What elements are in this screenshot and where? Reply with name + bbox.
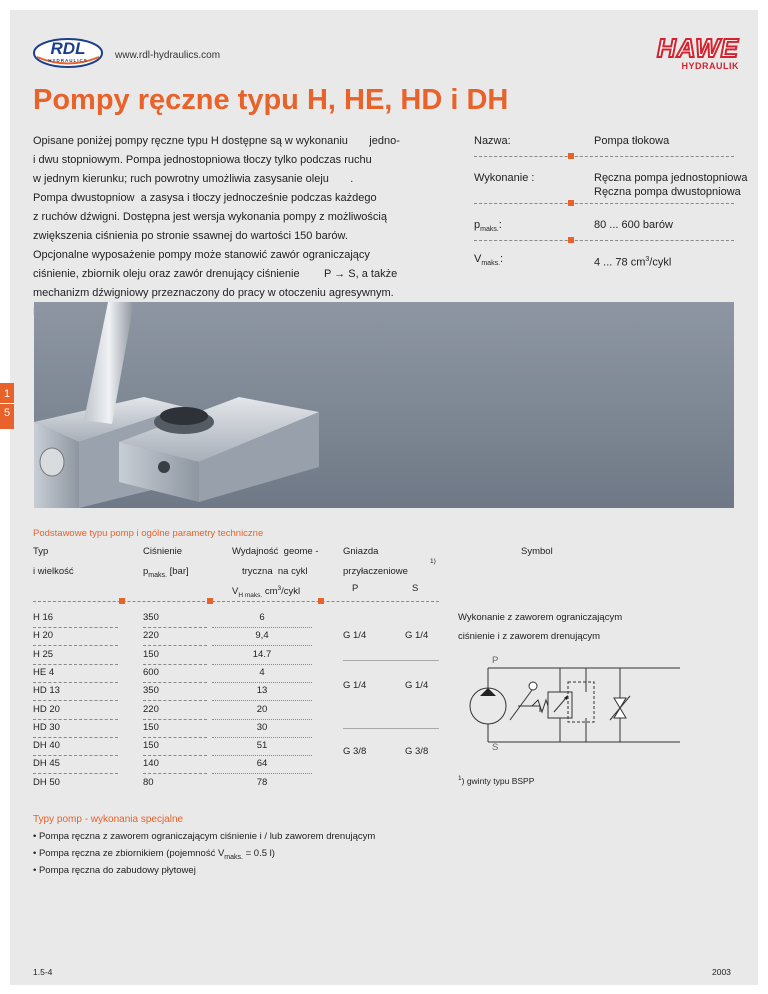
spec-divider [474,203,734,204]
cell-type: H 20 [33,630,54,641]
row-divider [33,773,118,774]
footer-page-number: 1.5-4 [33,967,53,977]
cell-type: HD 13 [33,685,60,696]
cell-pressure: 350 [143,612,159,623]
chapter-tab-bottom: 5 [3,407,11,419]
cell-type: DH 45 [33,758,60,769]
symbol-port-s-label: S [492,742,499,753]
table-row [0,758,340,774]
table-header-marker [207,598,213,604]
hawe-logo [627,35,739,73]
chapter-tab [0,383,14,429]
table-row [0,777,340,793]
row-divider [143,773,207,774]
cell-type: HD 30 [33,722,60,733]
cell-volume: 13 [256,685,268,696]
spec-divider-marker [568,237,574,243]
row-divider [212,755,312,756]
row-divider [143,719,207,720]
cell-pressure: 140 [143,758,159,769]
row-divider [143,682,207,683]
row-divider [33,700,118,701]
row-divider [212,682,312,683]
row-divider [212,627,312,628]
col-header-pressure-1: Ciśnienie [143,546,183,557]
col-header-symbol: Symbol [521,546,553,557]
table-row [0,740,340,756]
port-separator [343,660,439,661]
cell-volume: 20 [256,704,268,715]
port-group-s: G 3/8 [405,746,429,757]
product-photo [34,302,734,508]
spec-volume-label: $V_{maks.}$: [474,253,504,268]
col-header-port-p: P [352,583,359,594]
symbol-port-p-label: P [492,655,499,666]
cell-volume: 51 [256,740,268,751]
col-header-type-2: i wielkość [33,566,74,577]
chapter-tab-top: 1 [3,388,11,400]
cell-pressure: 150 [143,740,159,751]
row-divider [143,627,207,628]
row-divider [33,664,118,665]
cell-pressure: 80 [143,777,154,788]
port-separator [343,728,439,729]
special-item-2: • Pompa ręczna ze zbiornikiem (pojemność $V_{maks.} = 0.5$ l) [33,848,275,861]
row-divider [212,719,312,720]
special-item-1: • Pompa ręczna z zaworem ograniczającym ciśnienie i / lub zaworem drenującym [33,831,376,842]
rdl-logo-text: RDL [50,39,86,58]
intro-line: zwiększenia ciśnienia po stronie ssawnej do wartości 150 barów. [33,230,348,242]
cell-pressure: 150 [143,722,159,733]
port-group-s: G 1/4 [405,680,429,691]
spec-pressure-value: 80 ... 600 barów [594,219,673,231]
hawe-logo-text: HAWE [657,33,739,63]
symbol-caption-2: ciśnienie i z zaworem drenującym [458,631,601,642]
spec-name-label: Nazwa: [474,135,511,147]
row-divider [33,737,118,738]
intro-line: Opisane poniżej pompy ręczne typu H dostępne są w wykonaniu jedno- [33,135,400,147]
row-divider [212,737,312,738]
table-heading: Podstawowe typu pomp i ogólne parametry techniczne [33,528,264,539]
spec-volume-value: 4 ... 78 $cm^3$/cykl [594,256,672,269]
spec-version-label: Wykonanie : [474,172,535,184]
table-row [0,612,340,628]
spec-divider-marker [568,153,574,159]
spec-version-value-1: Ręczna pompa jednostopniowa [594,172,748,184]
table-row [0,722,340,738]
cell-type: H 16 [33,612,54,623]
cell-type: DH 50 [33,777,60,788]
cell-volume: 4 [259,667,265,678]
row-divider [212,773,312,774]
intro-paragraph [33,135,453,325]
row-divider [33,682,118,683]
spec-divider-marker [568,200,574,206]
website-url: www.rdl-hydraulics.com [115,50,221,61]
port-group-p: G 3/8 [343,746,367,757]
port-group-p: G 1/4 [343,630,367,641]
cell-pressure: 150 [143,649,159,660]
intro-line: ciśnienie, zbiornik oleju oraz zawór drenujący ciśnienie P → S, a także [33,268,398,280]
cell-type: DH 40 [33,740,60,751]
intro-line: i dwu stopniowym. Pompa jednostopniowa tłoczy tylko podczas ruchu [33,154,372,166]
cell-type: HE 4 [33,667,55,678]
cell-type: HD 20 [33,704,60,715]
row-divider [33,627,118,628]
row-divider [212,645,312,646]
spec-version-value-2: Ręczna pompa dwustopniowa [594,186,741,198]
col-header-type-1: Typ [33,546,49,557]
row-divider [33,645,118,646]
port-group-p: G 1/4 [343,680,367,691]
row-divider [143,700,207,701]
rdl-logo-sub: HYDRAULICS [48,58,88,63]
special-item-3: • Pompa ręczna do zabudowy płytowej [33,865,196,876]
hydraulic-symbol-diagram [460,662,700,752]
col-header-volume-1: Wydajność geome - [232,546,319,557]
col-header-ports-1: Gniazda [343,546,379,557]
port-group-s: G 1/4 [405,630,429,641]
row-divider [143,645,207,646]
col-header-pressure-2: $p_{maks.}$ [bar] [143,566,189,579]
special-heading: Typy pomp - wykonania specjalne [33,814,184,825]
table-header-divider [33,601,439,602]
row-divider [143,755,207,756]
col-header-volume-2: tryczna na cykl [242,566,308,577]
intro-line: Pompa dwustopniow a zasysa i tłoczy jednocześnie podczas każdego [33,192,377,204]
cell-volume: 30 [256,722,268,733]
intro-line: z ruchów dźwigni. Dostępna jest wersja wykonania pompy z możliwością [33,211,387,223]
rdl-logo [33,38,103,68]
col-header-port-s: S [412,583,419,594]
intro-line: mechanizm dźwigniowy przeznaczony do pracy w otoczeniu agresywnym. [33,287,394,299]
spec-pressure-label: $p_{maks.}$: [474,219,502,234]
spec-name-value: Pompa tłokowa [594,135,670,147]
cell-volume: 64 [256,758,268,769]
spec-divider [474,156,734,157]
page-title: Pompy ręczne typu H, HE, HD i DH [33,84,509,116]
spec-divider [474,240,734,241]
table-header-marker [318,598,324,604]
cell-pressure: 220 [143,704,159,715]
row-divider [212,700,312,701]
cell-volume: 6 [259,612,265,623]
hawe-logo-sub: HYDRAULIK [681,61,739,71]
table-row [0,667,340,683]
row-divider [33,755,118,756]
cell-volume: 14.7 [252,649,272,660]
col-header-ports-note: 1) [430,558,436,565]
cell-pressure: 600 [143,667,159,678]
cell-volume: 9,4 [255,630,269,641]
row-divider [143,737,207,738]
table-row [0,630,340,646]
table-row [0,649,340,665]
table-row [0,704,340,720]
cell-pressure: 220 [143,630,159,641]
row-divider [143,664,207,665]
intro-line: Opcjonalne wyposażenie pompy może stanowić zawór ograniczający [33,249,370,261]
row-divider [212,664,312,665]
symbol-caption-1: Wykonanie z zaworem ograniczającym [458,612,623,623]
intro-line: w jednym kierunku; ruch powrotny umożliwia zasysanie oleju . [33,173,354,185]
cell-volume: 78 [256,777,268,788]
cell-pressure: 350 [143,685,159,696]
footer-year: 2003 [712,967,731,977]
footnote: $^1$) gwinty typu BSPP [458,775,535,786]
row-divider [33,719,118,720]
col-header-ports-2: przyłaczeniowe [343,566,408,577]
cell-type: H 25 [33,649,54,660]
col-header-volume-3: $V_{H maks.}$ $cm^3$/cykl [232,585,301,600]
table-row [0,685,340,701]
table-header-marker [119,598,125,604]
